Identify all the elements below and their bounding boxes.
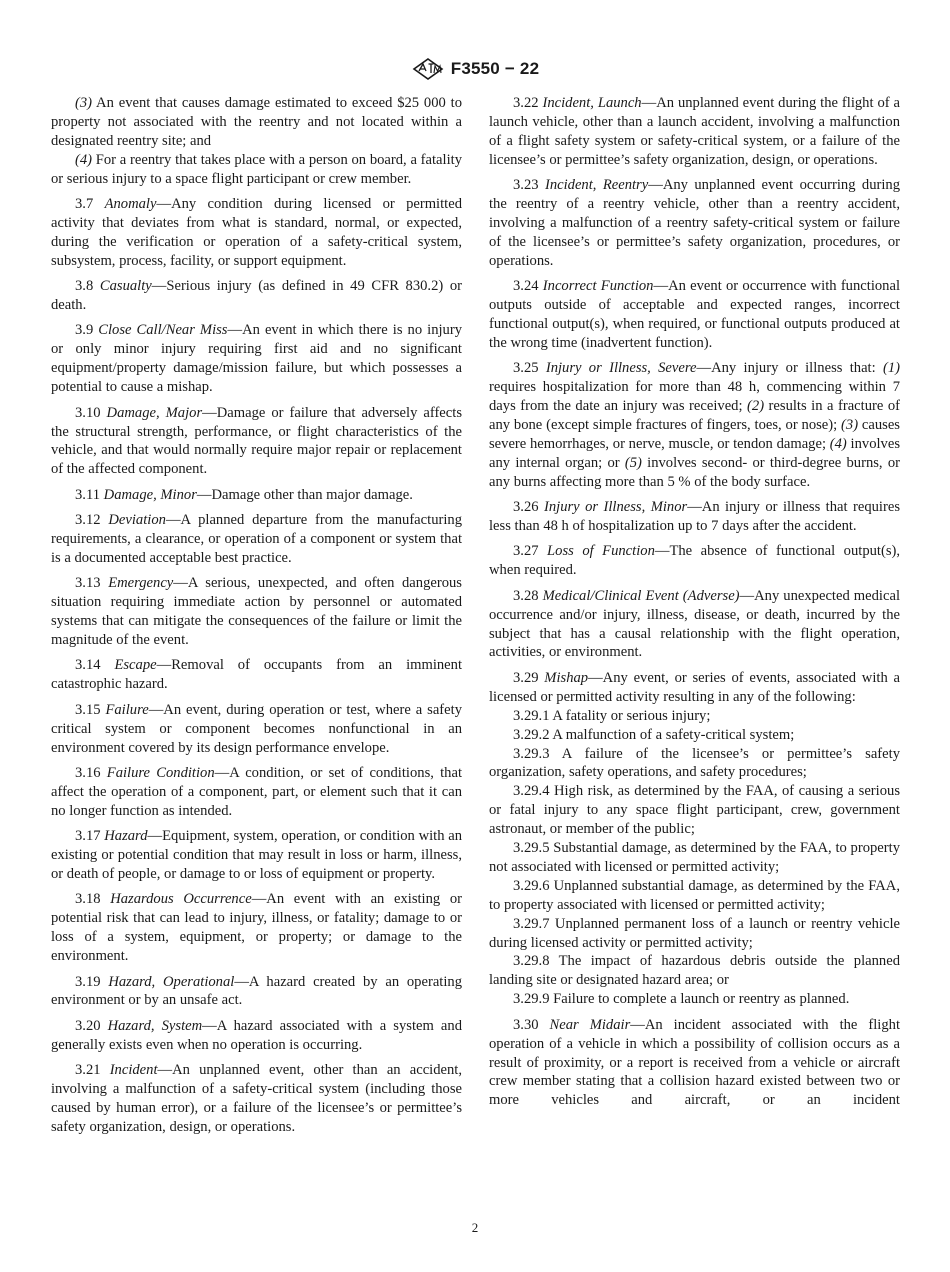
list-item-3-29-2: 3.29.2 A malfunction of a safety-critical system; [513,726,795,743]
definition-3-16: 3.16 Failure Condition—A condition, or set of conditions, that affect the operation of a component, part, or element such that it can no longer function as intended. [51,765,463,819]
definition-3-15: 3.15 Failure—An event, during operation or test, where a safety critical system or component becomes nonfunctional in an environment covered by its design performance envelope. [51,701,462,756]
definition-3-26: 3.26 Injury or Illness, Minor—An injury or illness that requires less than 48 h of hospitalization up to 7 days after the accident. [489,499,901,535]
list-item-3-29-3: 3.29.3 A failure of the licensee’s or permittee’s safety organization, safety operations, and safety procedures; [489,745,900,781]
definition-3-29: 3.29 Mishap—Any event, or series of events, associated with a licensed or permitted activity resulting in any of the following: [489,669,900,705]
definition-3-13: 3.13 Emergency—A serious, unexpected, and often dangerous situation requiring immediate action by personnel or automated systems that can mitigate the consequences of the failure or limit the magnitude of the event. [51,575,462,649]
definition-3-27: 3.27 Loss of Function—The absence of functional output(s), when required. [489,543,901,579]
definition-3-9: 3.9 Close Call/Near Miss—An event in which there is no injury or only minor injury requiring first aid and no significant equipment/property damage/mission failure, but which possesses a potential to cause a mishap. [51,322,463,396]
page-header [0,56,950,82]
list-item-3-29-5: 3.29.5 Substantial damage, as determined by the FAA, to property not associated with licensed or permitted activity; [489,840,900,875]
paragraph-item-3: (3) An event that causes damage estimated to exceed $25 000 to property not associated with the reentry and not located within a designated reentry site; and [51,95,462,149]
definition-3-20: 3.20 Hazard, System—A hazard associated with a system and generally exists even when no operation is occurring. [51,1017,462,1053]
definition-3-19: 3.19 Hazard, Operational—A hazard created by an operating environment or by an unsafe act. [51,973,462,1009]
paragraph-item-4: (4) For a reentry that takes place with a person on board, a fatality or serious injury to a space flight participant or crew member. [51,151,462,187]
definition-3-12: 3.12 Deviation—A planned departure from the manufacturing requirements, a clearance, or operation of a component or system that is a documented acceptable best practice. [51,512,462,566]
definition-3-7: 3.7 Anomaly—Any condition during licensed or permitted activity that deviates from what is standard, normal, or expected, during the verification or operation of a safety-critical system, subsystem, process, facility, or support equipment. [51,196,462,269]
page-number: 2 [471,1220,479,1235]
left-column [51,94,462,1143]
definition-3-23: 3.23 Incident, Reentry—Any unplanned event occurring during the reentry of a reentry vehicle, other than a reentry accident, involving a malfunction of a reentry safety-critical system or failure of the licensee’s or permittee’s safety organization, procedures, or operations. [489,177,901,269]
list-item-3-29-4: 3.29.4 High risk, as determined by the FAA, of causing a serious or fatal injury to any space flight participant, crew, government astronaut, or member of the public; [489,783,900,838]
right-column [489,94,900,1117]
definition-3-25: 3.25 Injury or Illness, Severe—Any injury or illness that: (1) requires hospitalization for more than 48 h, commencing within 7 days from the date an injury was received; (2) results in a fracture of any bone (except simple fractures of fingers, toes, or nose); (3) causes severe hemorrhages, or nerve, muscle, or tendon damage; (4) involves any internal organ; or (5) involves second- or third-degree burns, or any burns affecting more than 5 % of the body surface. [489,360,900,490]
definition-3-18: 3.18 Hazardous Occurrence—An event with an existing or potential risk that can lead to injury, illness, or fatality; damage to or loss of a system, equipment, or property; or damage to the environment. [51,891,462,965]
list-item-3-29-6: 3.29.6 Unplanned substantial damage, as determined by the FAA, to property associated with licensed or permitted activity; [489,877,900,913]
definition-3-14: 3.14 Escape—Removal of occupants from an imminent catastrophic hazard. [51,657,463,693]
list-item-3-29-1: 3.29.1 A fatality or serious injury; [513,707,711,724]
definition-3-10: 3.10 Damage, Major—Damage or failure that adversely affects the structural strength, performance, or flight characteristics of the vehicle, and that would normally require major repair or replacement of the affected component. [51,404,462,478]
definition-3-21: 3.21 Incident—An unplanned event, other than an accident, involving a malfunction of a safety-critical system (including those caused by human error), or a failure of the licensee’s or permittee’s safety organization, design, or operations. [51,1062,462,1135]
list-item-3-29-8: 3.29.8 The impact of hazardous debris outside the planned landing site or designated hazard area; or [489,953,900,989]
list-item-3-29-9: 3.29.9 Failure to complete a launch or reentry as planned. [513,991,850,1008]
definition-3-28: 3.28 Medical/Clinical Event (Adverse)—Any unexpected medical occurrence and/or injury, illness, disease, or death, incurred by the subject that has a causal relationship with the flight operation, activities, or environment. [489,587,900,661]
definition-3-11: 3.11 Damage, Minor—Damage other than major damage. [75,486,413,503]
definition-3-8: 3.8 Casualty—Serious injury (as defined in 49 CFR 830.2) or death. [51,278,462,314]
list-item-3-29-7: 3.29.7 Unplanned permanent loss of a launch or reentry vehicle during licensed activity or permitted activity; [489,915,900,951]
definition-3-22: 3.22 Incident, Launch—An unplanned event during the flight of a launch vehicle, other than a launch accident, involving a malfunction of a flight safety system or safety-critical system, or a failure of the licensee’s or permittee’s safety organization, design, or operations. [489,95,900,168]
definition-3-30: 3.30 Near Midair—An incident associated with the flight operation of a vehicle in which a possibility of collision occurs as a result of proximity, or a report is received from a vehicle or aircraft crew member stating that a collision hazard existed between two or more vehicles and aircraft, or an incident [489,1016,901,1109]
definition-3-24: 3.24 Incorrect Function—An event or occurrence with functional outputs outside of acceptable and expected ranges, incorrect functional output(s), when required, or functional outputs produced at the wrong time (inadvertent function). [489,278,900,351]
definition-3-17: 3.17 Hazard—Equipment, system, operation, or condition with an existing or potential condition that may result in loss or harm, illness, or death of people, or damage to or loss of equipment or property. [51,828,462,883]
document-id: F3550 − 22 [450,59,540,78]
astm-logo-icon [411,58,445,80]
